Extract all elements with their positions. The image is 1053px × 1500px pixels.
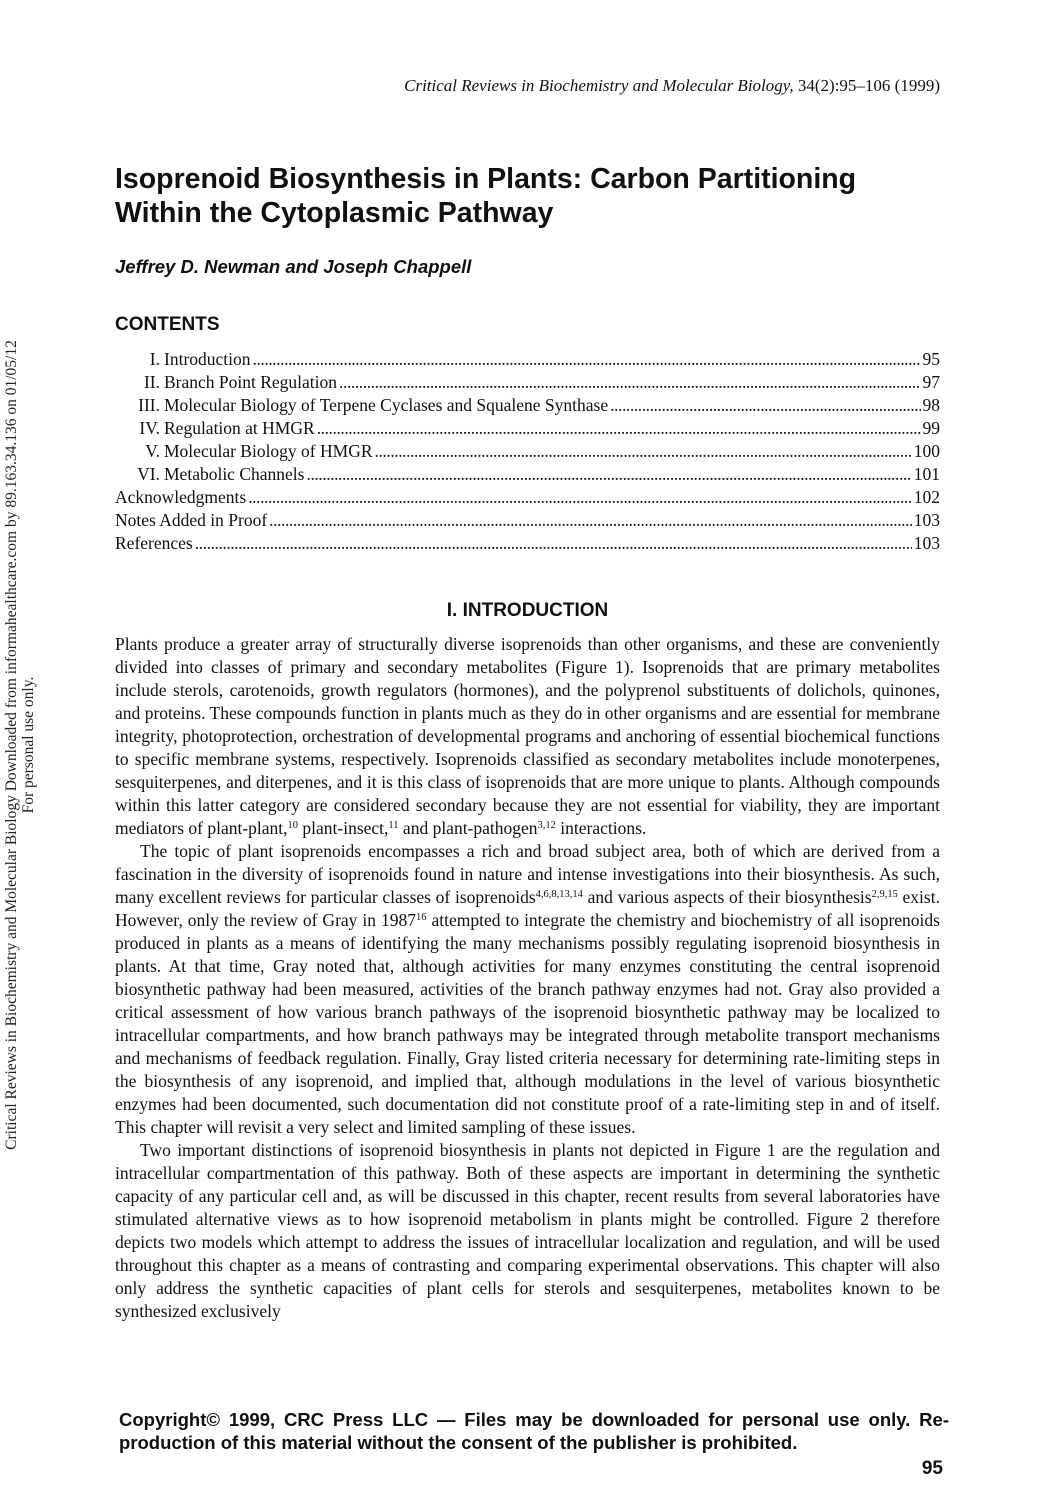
toc-page: 97 <box>922 372 940 392</box>
toc-leader-dots <box>306 463 911 486</box>
paragraph-1 <box>115 633 940 840</box>
toc-title: Metabolic Channels <box>164 464 305 484</box>
citation-superscript: 11 <box>388 820 399 831</box>
journal-citation <box>404 76 940 96</box>
toc-entry-metabolic-channels <box>115 463 940 486</box>
toc-number: III. <box>138 395 160 415</box>
toc-title: Regulation at HMGR <box>164 418 315 438</box>
toc-page: 100 <box>913 441 940 461</box>
table-of-contents <box>115 348 940 555</box>
toc-entry-acknowledgments <box>115 486 940 509</box>
paragraph-text: interactions. <box>555 818 647 838</box>
journal-name: Critical Reviews in Biochemistry and Molecular Biology, <box>404 76 794 95</box>
toc-title: Introduction <box>164 349 251 369</box>
toc-entry-references <box>115 532 940 555</box>
paragraph-text: exist. However, only the review of Gray in 1987 <box>115 887 940 930</box>
section-heading-introduction: I. INTRODUCTION <box>446 600 609 621</box>
paragraph-text: and various aspects of their biosynthesis <box>582 887 872 907</box>
toc-entry-branch-point-regulation <box>115 371 940 394</box>
toc-page: 98 <box>922 395 940 415</box>
toc-page: 102 <box>913 487 940 507</box>
page-number: 95 <box>921 1458 943 1479</box>
toc-number: V. <box>145 441 160 461</box>
toc-leader-dots <box>317 417 921 440</box>
paragraph-2 <box>115 840 940 1139</box>
toc-number: VI. <box>137 464 160 484</box>
volume-pages-year: 34(2):95–106 (1999) <box>793 76 940 95</box>
toc-leader-dots <box>253 348 921 371</box>
toc-page: 103 <box>913 510 940 530</box>
paragraph-text: and plant-pathogen <box>398 818 538 838</box>
copyright-notice: Copyright© 1999, CRC Press LLC — Files may be downloaded for personal use only. Reproduction of this material without the consent of the publisher is prohibited. <box>119 1409 949 1453</box>
toc-entry-notes-added-in-proof <box>115 509 940 532</box>
paragraph-text: The topic of plant isoprenoids encompasses a rich and broad subject area, both of which are derived from a fascination in the diversity of isoprenoids found in nature and intense investigations into their biosynthesis. As such, many excellent reviews for particular classes of isoprenoids <box>115 841 940 907</box>
toc-page: 101 <box>913 464 940 484</box>
toc-page: 99 <box>922 418 940 438</box>
download-watermark-line1: Critical Reviews in Biochemistry and Molecular Biology Downloaded from informahealthcare.com by 89.163.34.136 on 01/05/12 <box>3 340 20 1150</box>
toc-title: Branch Point Regulation <box>164 372 338 392</box>
toc-leader-dots <box>195 532 912 555</box>
introduction-body <box>115 633 940 1323</box>
toc-entry-introduction <box>115 348 940 371</box>
toc-title: Acknowledgments <box>115 487 247 507</box>
toc-entry-regulation-at-hmgr <box>115 417 940 440</box>
download-watermark <box>3 285 37 1205</box>
toc-title: Molecular Biology of Terpene Cyclases and Squalene Synthase <box>164 395 609 415</box>
article-title: Isoprenoid Biosynthesis in Plants: Carbon Partitioning Within the Cytoplasmic Pathway <box>115 163 857 229</box>
paragraph-text: plant-insect, <box>298 818 389 838</box>
toc-number: I. <box>149 349 160 369</box>
toc-number: II. <box>143 372 160 392</box>
contents-heading: CONTENTS <box>115 314 220 335</box>
toc-entry-molecular-biology-hmgr <box>115 440 940 463</box>
toc-title: Molecular Biology of HMGR <box>164 441 373 461</box>
toc-entry-terpene-cyclases <box>115 394 940 417</box>
download-watermark-line2: For personal use only. <box>20 676 37 814</box>
paragraph-text: attempted to integrate the chemistry and biochemistry of all isoprenoids produced in plants as a means of identifying the many mechanisms possibly regulating isoprenoid biosynthesis in plants. At that time, Gray noted that, although activities for many enzymes constituting the central isoprenoid biosynthetic pathway had been measured, activities of the branch pathway enzymes had not. Gray also provided a critical assessment of how various branch pathways of the isoprenoid biosynthetic pathway may be localized to intracellular compartments, and how branch pathways may be integrated through metabolite transport mechanisms and mechanisms of feedback regulation. Finally, Gray listed criteria necessary for determining rate-limiting steps in the biosynthesis of any isoprenoid, and implied that, although modulations in the level of various biosynthetic enzymes had been documented, such documentation did not constitute proof of a rate-limiting step in and of itself. This chapter will revisit a very select and limited sampling of these issues. <box>115 910 940 1137</box>
toc-page: 95 <box>922 349 940 369</box>
paragraph-text: Plants produce a greater array of structurally diverse isoprenoids than other organisms, and these are conveniently divided into classes of primary and secondary metabolites (Figure 1). Isoprenoids that are primary metabolites include sterols, carotenoids, growth regulators (hormones), and the polyprenol substituents of dolichols, quinones, and proteins. These compounds function in plants much as they do in other organisms and are essential for membrane integrity, photoprotection, orchestration of developmental programs and anchoring of essential biochemical functions to specific membrane systems, respectively. Isoprenoids classified as secondary metabolites include monoterpenes, sesquiterpenes, and diterpenes, and it is this class of isoprenoids that are more unique to plants. Although compounds within this latter category are considered secondary because they are not essential for viability, they are important mediators of plant-plant, <box>115 634 940 838</box>
toc-title: Notes Added in Proof <box>115 510 268 530</box>
paragraph-3: Two important distinctions of isoprenoid biosynthesis in plants not depicted in Figure 1 are the regulation and intracellular compartmentation of this pathway. Both of these aspects are important in determining the synthetic capacity of any particular cell and, as will be discussed in this chapter, recent results from several laboratories have stimulated alternative views as to how isoprenoid metabolism in plants might be controlled. Figure 2 therefore depicts two models which attempt to address the issues of intracellular localization and regulation, and will be used throughout this chapter as a means of contrasting and comparing experimental observations. This chapter will also only address the synthetic capacities of plant cells for sterols and sesquiterpenes, metabolites known to be synthesized exclusively <box>115 1140 940 1321</box>
toc-leader-dots <box>375 440 912 463</box>
citation-superscript: 2,9,15 <box>871 889 898 900</box>
toc-leader-dots <box>248 486 912 509</box>
toc-leader-dots <box>610 394 920 417</box>
toc-page: 103 <box>913 533 940 553</box>
citation-superscript: 10 <box>287 820 299 831</box>
toc-leader-dots <box>269 509 912 532</box>
toc-leader-dots <box>339 371 920 394</box>
citation-superscript: 16 <box>416 912 427 923</box>
toc-title: References <box>115 533 193 553</box>
article-authors: Jeffrey D. Newman and Joseph Chappell <box>115 256 472 277</box>
toc-number: IV. <box>139 418 160 438</box>
citation-superscript: 4,6,8,13,14 <box>535 889 583 900</box>
citation-superscript: 3,12 <box>537 820 556 831</box>
